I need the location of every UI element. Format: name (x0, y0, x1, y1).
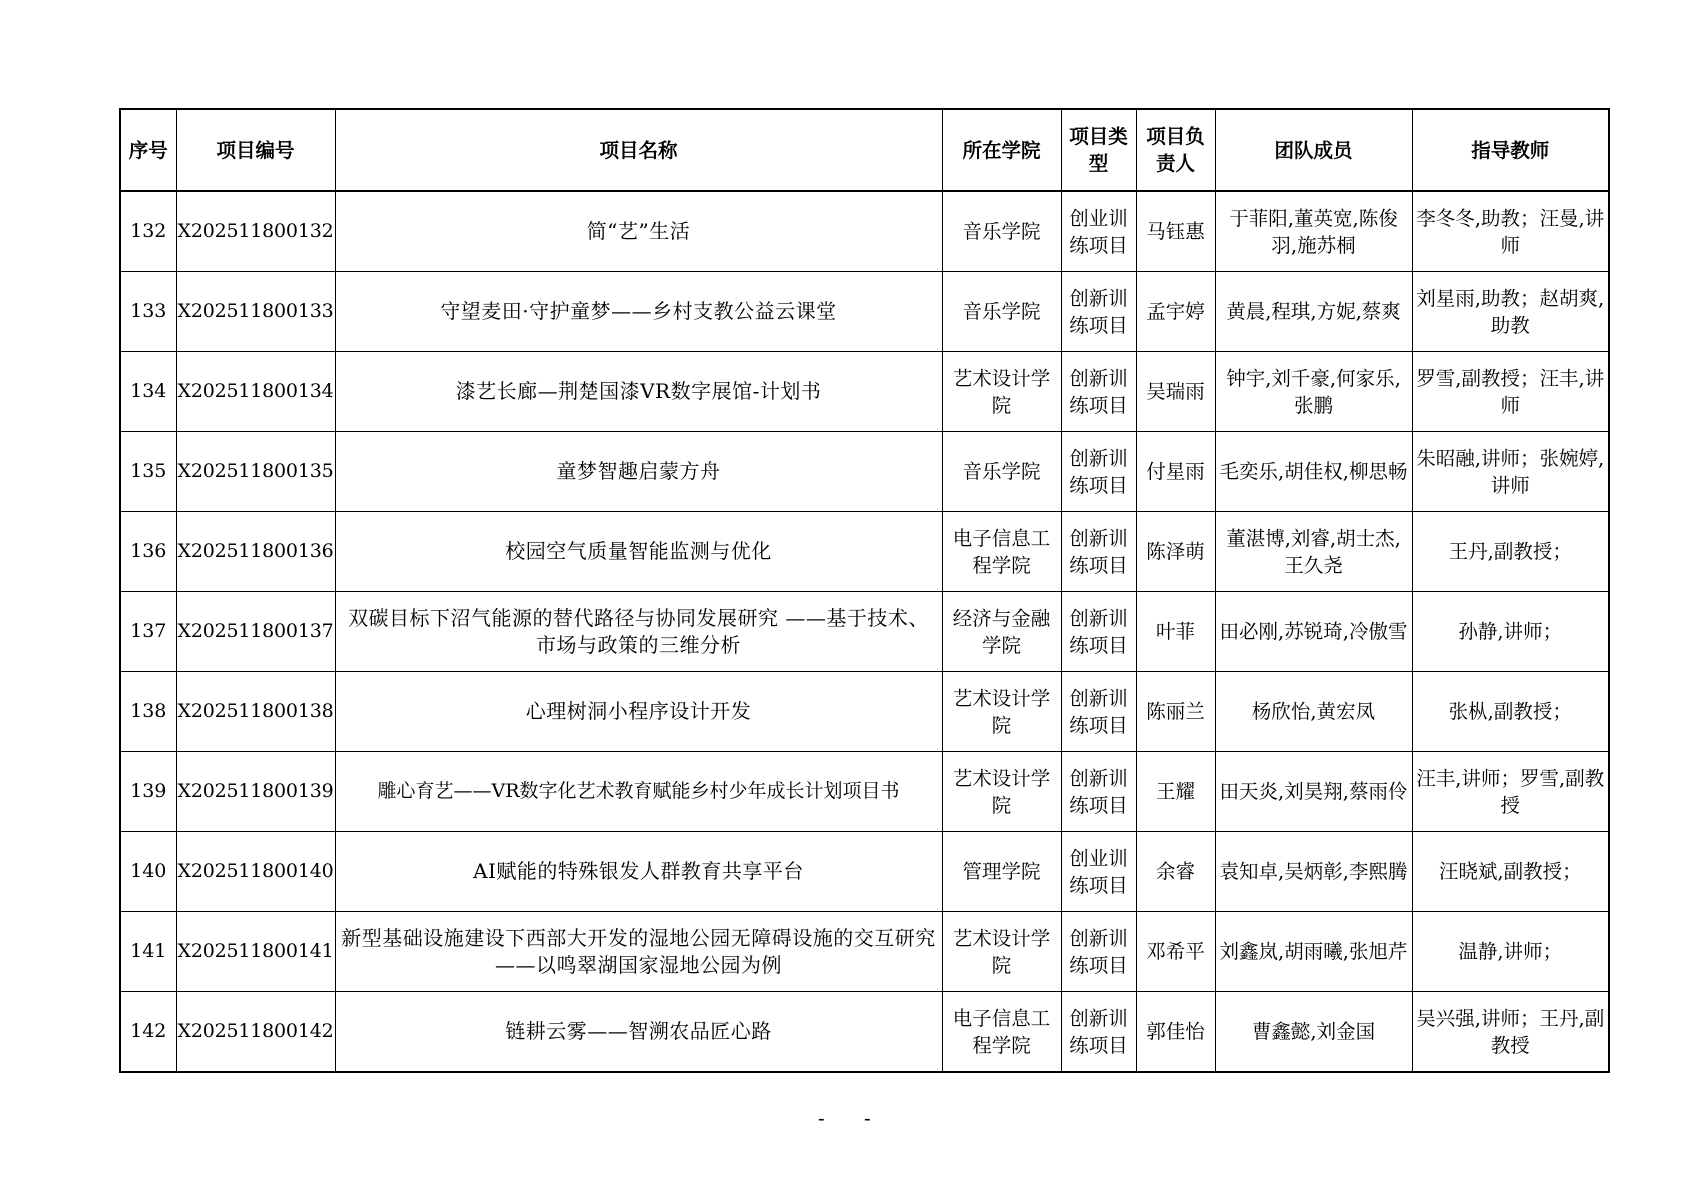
cell-idx: 139 (120, 752, 176, 832)
table-row (120, 832, 1609, 912)
project-table (119, 108, 1610, 1073)
cell-idx: 134 (120, 352, 176, 432)
cell-code: X202511800135 (176, 432, 335, 512)
cell-leader: 叶菲 (1136, 592, 1215, 672)
cell-college: 电子信息工程学院 (942, 992, 1061, 1073)
header-idx: 序号 (120, 109, 176, 191)
cell-code: X202511800138 (176, 672, 335, 752)
cell-code: X202511800139 (176, 752, 335, 832)
cell-type: 创业训练项目 (1061, 191, 1136, 272)
cell-members: 刘鑫岚,胡雨曦,张旭芹 (1215, 912, 1412, 992)
cell-college: 管理学院 (942, 832, 1061, 912)
header-code: 项目编号 (176, 109, 335, 191)
cell-type: 创新训练项目 (1061, 992, 1136, 1073)
footer-dash-left: - (818, 1108, 825, 1130)
cell-idx: 132 (120, 191, 176, 272)
cell-members: 袁知卓,吴炳彰,李熙腾 (1215, 832, 1412, 912)
cell-college: 艺术设计学院 (942, 672, 1061, 752)
header-advisor: 指导教师 (1412, 109, 1609, 191)
table-row (120, 592, 1609, 672)
cell-type: 创新训练项目 (1061, 272, 1136, 352)
cell-name: AI赋能的特殊银发人群教育共享平台 (335, 832, 942, 912)
table-row (120, 191, 1609, 272)
cell-members: 董湛博,刘睿,胡士杰,王久尧 (1215, 512, 1412, 592)
table-row (120, 432, 1609, 512)
cell-advisor: 孙静,讲师； (1412, 592, 1609, 672)
cell-advisor: 罗雪,副教授；汪丰,讲师 (1412, 352, 1609, 432)
cell-leader: 吴瑞雨 (1136, 352, 1215, 432)
cell-idx: 138 (120, 672, 176, 752)
cell-members: 于菲阳,董英宽,陈俊羽,施苏桐 (1215, 191, 1412, 272)
table-row (120, 912, 1609, 992)
cell-members: 田天炎,刘昊翔,蔡雨伶 (1215, 752, 1412, 832)
cell-advisor: 温静,讲师； (1412, 912, 1609, 992)
cell-leader: 邓希平 (1136, 912, 1215, 992)
cell-name: 心理树洞小程序设计开发 (335, 672, 942, 752)
cell-idx: 136 (120, 512, 176, 592)
cell-code: X202511800137 (176, 592, 335, 672)
cell-leader: 陈丽兰 (1136, 672, 1215, 752)
cell-idx: 135 (120, 432, 176, 512)
cell-advisor: 张枞,副教授； (1412, 672, 1609, 752)
cell-idx: 142 (120, 992, 176, 1073)
cell-advisor: 朱昭融,讲师；张婉婷,讲师 (1412, 432, 1609, 512)
cell-leader: 孟宇婷 (1136, 272, 1215, 352)
cell-code: X202511800133 (176, 272, 335, 352)
cell-code: X202511800142 (176, 992, 335, 1073)
cell-name: 简“艺”生活 (335, 191, 942, 272)
cell-code: X202511800136 (176, 512, 335, 592)
table-row (120, 752, 1609, 832)
cell-name: 守望麦田·守护童梦——乡村支教公益云课堂 (335, 272, 942, 352)
cell-idx: 137 (120, 592, 176, 672)
cell-college: 音乐学院 (942, 191, 1061, 272)
cell-members: 黄晨,程琪,方妮,蔡爽 (1215, 272, 1412, 352)
cell-members: 毛奕乐,胡佳权,柳思畅 (1215, 432, 1412, 512)
cell-leader: 付星雨 (1136, 432, 1215, 512)
cell-name: 雕心育艺——VR数字化艺术教育赋能乡村少年成长计划项目书 (335, 752, 942, 832)
cell-college: 经济与金融学院 (942, 592, 1061, 672)
cell-members: 曹鑫懿,刘金国 (1215, 992, 1412, 1073)
cell-name: 新型基础设施建设下西部大开发的湿地公园无障碍设施的交互研究——以鸣翠湖国家湿地公园为例 (335, 912, 942, 992)
cell-advisor: 李冬冬,助教；汪曼,讲师 (1412, 191, 1609, 272)
cell-code: X202511800140 (176, 832, 335, 912)
table-row (120, 352, 1609, 432)
cell-advisor: 王丹,副教授； (1412, 512, 1609, 592)
cell-type: 创新训练项目 (1061, 912, 1136, 992)
cell-name: 链耕云雾——智溯农品匠心路 (335, 992, 942, 1073)
table-row (120, 992, 1609, 1073)
cell-type: 创业训练项目 (1061, 832, 1136, 912)
table-row (120, 272, 1609, 352)
cell-leader: 郭佳怡 (1136, 992, 1215, 1073)
cell-leader: 余睿 (1136, 832, 1215, 912)
cell-idx: 141 (120, 912, 176, 992)
cell-type: 创新训练项目 (1061, 352, 1136, 432)
cell-code: X202511800132 (176, 191, 335, 272)
cell-college: 电子信息工程学院 (942, 512, 1061, 592)
table-header-row (120, 109, 1609, 191)
cell-advisor: 汪晓斌,副教授； (1412, 832, 1609, 912)
cell-leader: 马钰惠 (1136, 191, 1215, 272)
cell-college: 音乐学院 (942, 272, 1061, 352)
cell-idx: 140 (120, 832, 176, 912)
cell-advisor: 刘星雨,助教；赵胡爽,助教 (1412, 272, 1609, 352)
cell-college: 音乐学院 (942, 432, 1061, 512)
cell-college: 艺术设计学院 (942, 912, 1061, 992)
cell-type: 创新训练项目 (1061, 752, 1136, 832)
cell-code: X202511800134 (176, 352, 335, 432)
cell-idx: 133 (120, 272, 176, 352)
cell-type: 创新训练项目 (1061, 432, 1136, 512)
header-members: 团队成员 (1215, 109, 1412, 191)
cell-members: 钟宇,刘千豪,何家乐,张鹏 (1215, 352, 1412, 432)
header-type: 项目类型 (1061, 109, 1136, 191)
cell-members: 杨欣怡,黄宏凤 (1215, 672, 1412, 752)
cell-college: 艺术设计学院 (942, 752, 1061, 832)
cell-members: 田必刚,苏锐琦,冷傲雪 (1215, 592, 1412, 672)
cell-type: 创新训练项目 (1061, 592, 1136, 672)
cell-leader: 陈泽萌 (1136, 512, 1215, 592)
table-row (120, 672, 1609, 752)
cell-advisor: 吴兴强,讲师；王丹,副教授 (1412, 992, 1609, 1073)
header-college: 所在学院 (942, 109, 1061, 191)
cell-name: 童梦智趣启蒙方舟 (335, 432, 942, 512)
cell-college: 艺术设计学院 (942, 352, 1061, 432)
cell-type: 创新训练项目 (1061, 512, 1136, 592)
header-leader: 项目负责人 (1136, 109, 1215, 191)
cell-advisor: 汪丰,讲师；罗雪,副教授 (1412, 752, 1609, 832)
footer-dash-right: - (864, 1108, 871, 1130)
cell-name: 漆艺长廊—荆楚国漆VR数字展馆-计划书 (335, 352, 942, 432)
header-name: 项目名称 (335, 109, 942, 191)
cell-name: 校园空气质量智能监测与优化 (335, 512, 942, 592)
table-row (120, 512, 1609, 592)
cell-type: 创新训练项目 (1061, 672, 1136, 752)
cell-code: X202511800141 (176, 912, 335, 992)
cell-name: 双碳目标下沼气能源的替代路径与协同发展研究 ——基于技术、市场与政策的三维分析 (335, 592, 942, 672)
cell-leader: 王耀 (1136, 752, 1215, 832)
